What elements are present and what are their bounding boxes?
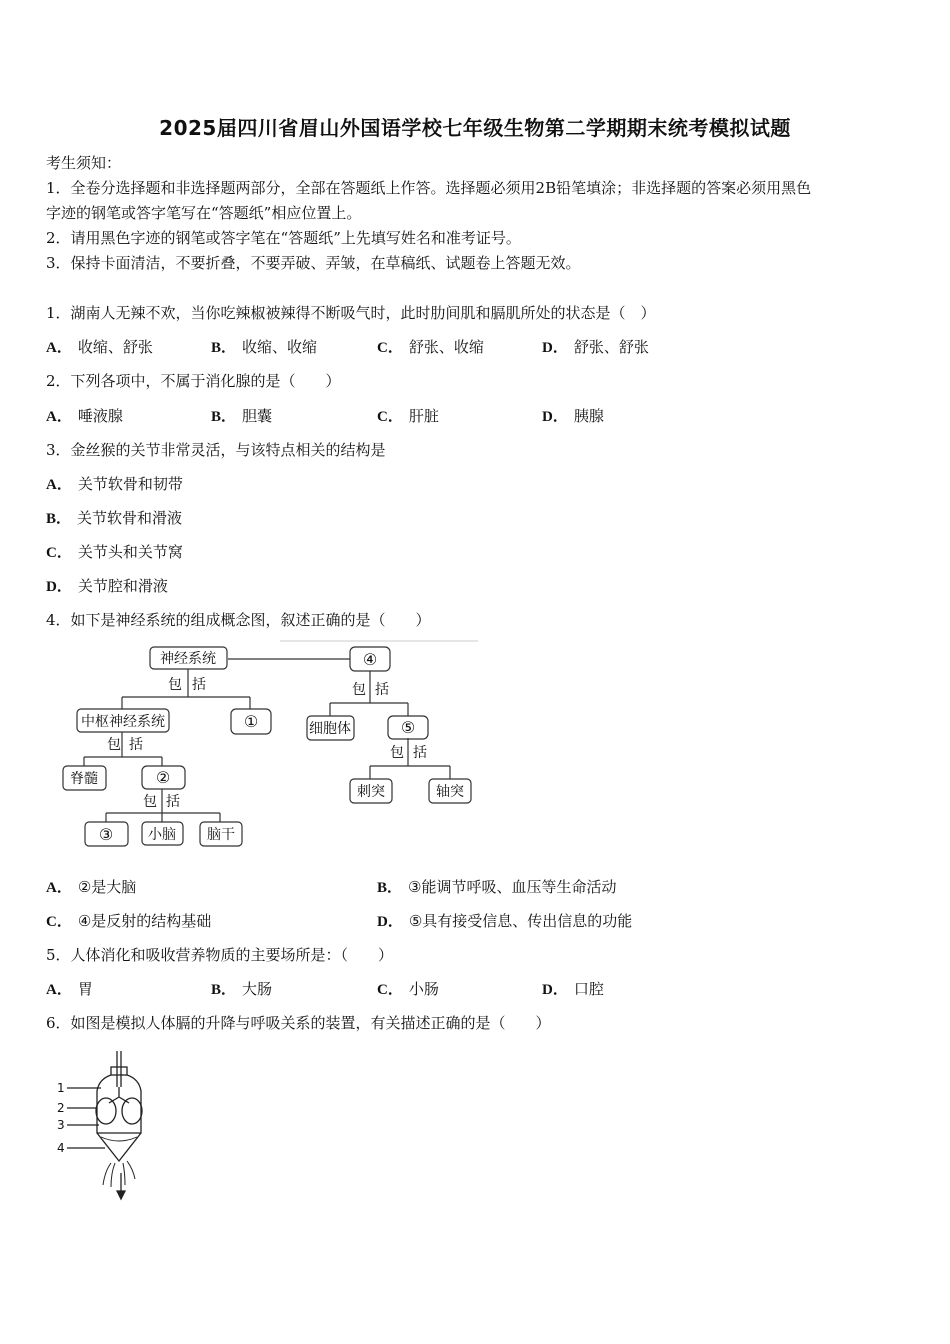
q1-option-c[interactable]: C． 舒张、收缩 [377, 338, 484, 356]
nervous-system-concept-map [0, 630, 500, 860]
node-cns: 中枢神经系统 [81, 714, 165, 730]
question-5-stem: 5．人体消化和吸收营养物质的主要场所是：（ ） [46, 946, 394, 964]
apparatus-label-2: 2 [57, 1101, 65, 1115]
balloon-left [96, 1098, 116, 1124]
notice-line-2: 字迹的钢笔或答字笔写在“答题纸”相应位置上。 [46, 204, 362, 222]
q1-option-d[interactable]: D． 舒张、舒张 [542, 338, 649, 356]
q5-option-d[interactable]: D． 口腔 [542, 980, 604, 998]
q4-option-a[interactable]: A． ②是大脑 [46, 878, 137, 896]
page-title: 2025届四川省眉山外国语学校七年级生物第二学期期末统考模拟试题 [159, 116, 791, 140]
node-n4: ④ [362, 650, 378, 669]
node-spinal-cord: 脊髓 [70, 771, 98, 787]
balloon-right [122, 1098, 142, 1124]
node-axon: 轴突 [436, 784, 464, 800]
node-cerebellum: 小脑 [148, 827, 176, 843]
diaphragm-model-apparatus [55, 1045, 155, 1205]
node-cell-body: 细胞体 [309, 721, 351, 737]
q3-option-b[interactable]: B． 关节软骨和滑液 [46, 509, 183, 527]
q4-option-c[interactable]: C． ④是反射的结构基础 [46, 912, 212, 930]
include-label-4b: 括 [413, 745, 427, 761]
include-label-5b: 括 [166, 794, 180, 810]
question-3-stem: 3．金丝猴的关节非常灵活，与该特点相关的结构是 [46, 441, 386, 459]
q5-option-c[interactable]: C． 小肠 [377, 980, 439, 998]
include-label-5a: 包 [143, 794, 157, 810]
question-4-stem: 4．如下是神经系统的组成概念图，叙述正确的是（ ） [46, 611, 431, 629]
q4-option-d[interactable]: D． ⑤具有接受信息、传出信息的功能 [377, 912, 633, 930]
q5-option-b[interactable]: B． 大肠 [211, 980, 273, 998]
include-label-4a: 包 [390, 745, 404, 761]
q2-option-a[interactable]: A． 唾液腺 [46, 407, 123, 425]
q2-option-d[interactable]: D． 胰腺 [542, 407, 604, 425]
apparatus-label-3: 3 [57, 1118, 65, 1132]
apparatus-label-4: 4 [57, 1141, 65, 1155]
include-label-1a: 包 [168, 677, 182, 693]
node-n5: ⑤ [400, 718, 416, 737]
q1-option-a[interactable]: A． 收缩、舒张 [46, 338, 153, 356]
q2-option-b[interactable]: B． 胆囊 [211, 407, 273, 425]
notice-line-3: 2．请用黑色字迹的钢笔或答字笔在“答题纸”上先填写姓名和准考证号。 [46, 229, 521, 247]
q3-option-c[interactable]: C． 关节头和关节窝 [46, 543, 183, 561]
node-nervous-system: 神经系统 [160, 651, 216, 667]
apparatus-label-1: 1 [57, 1081, 65, 1095]
node-n2: ② [155, 768, 171, 787]
q1-option-b[interactable]: B． 收缩、收缩 [211, 338, 318, 356]
question-6-stem: 6．如图是模拟人体膈的升降与呼吸关系的装置，有关描述正确的是（ ） [46, 1014, 551, 1032]
q3-option-d[interactable]: D． 关节腔和滑液 [46, 577, 168, 595]
node-n1: ① [243, 712, 259, 731]
include-label-3a: 包 [107, 737, 121, 753]
q3-option-a[interactable]: A． 关节软骨和韧带 [46, 475, 183, 493]
notice-heading: 考生须知： [46, 154, 122, 172]
include-label-3b: 括 [129, 737, 143, 753]
question-1-stem: 1．湖南人无辣不欢，当你吃辣椒被辣得不断吸气时，此时肋间肌和膈肌所处的状态是（ ） [46, 304, 656, 322]
node-dendrite: 刺突 [357, 784, 385, 800]
include-label-1b: 括 [192, 677, 206, 693]
q2-option-c[interactable]: C． 肝脏 [377, 407, 439, 425]
notice-line-1: 1．全卷分选择题和非选择题两部分，全部在答题纸上作答。选择题必须用2B铅笔填涂；非选择题的答案必须用黑色 [46, 179, 812, 197]
hand-icon [103, 1161, 135, 1187]
question-2-stem: 2．下列各项中，不属于消化腺的是（ ） [46, 372, 341, 390]
include-label-2a: 包 [352, 682, 366, 698]
node-n3: ③ [98, 825, 114, 844]
notice-line-4: 3．保持卡面清洁，不要折叠，不要弄破、弄皱，在草稿纸、试题卷上答题无效。 [46, 254, 581, 272]
q4-option-b[interactable]: B． ③能调节呼吸、血压等生命活动 [377, 878, 617, 896]
node-brainstem: 脑干 [207, 827, 235, 843]
include-label-2b: 括 [375, 682, 389, 698]
q5-option-a[interactable]: A． 胃 [46, 980, 93, 998]
rubber-membrane [97, 1133, 141, 1161]
